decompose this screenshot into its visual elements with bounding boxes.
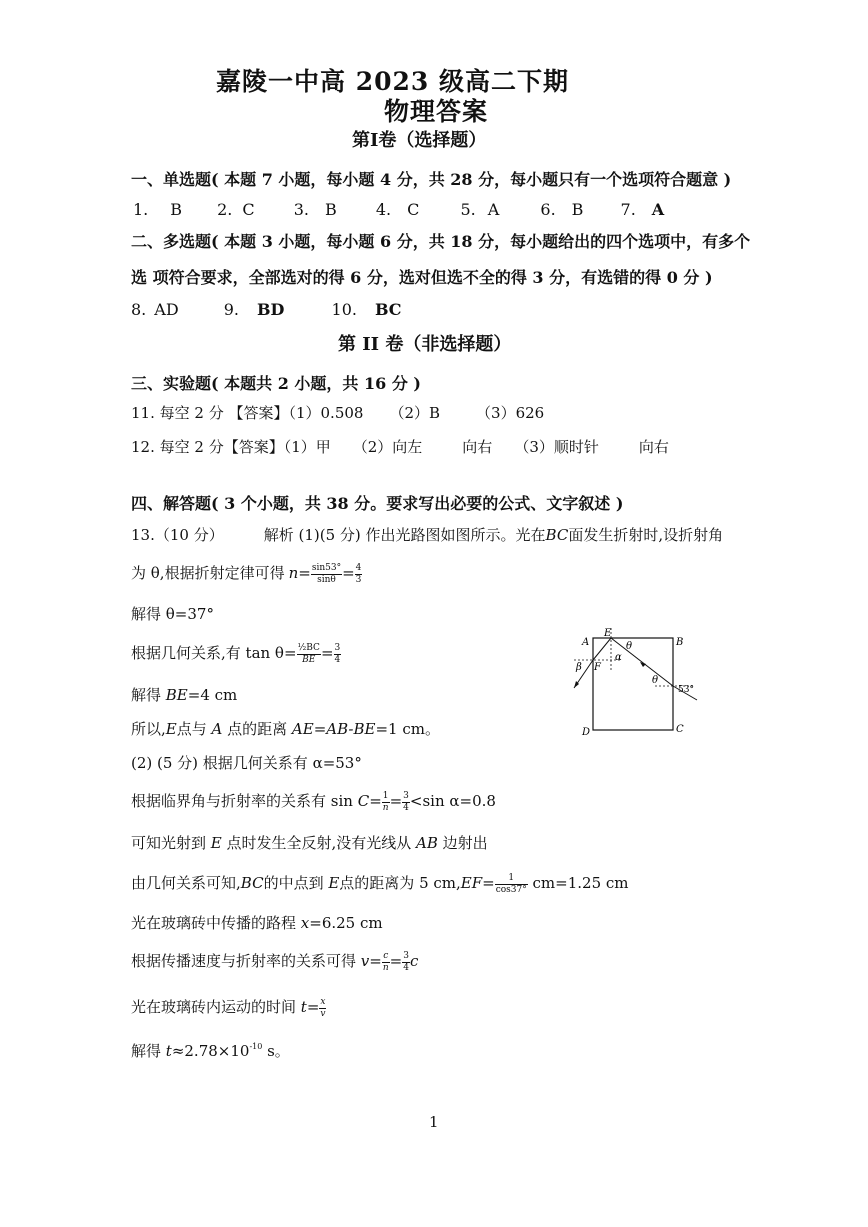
var-x: x: [300, 914, 310, 932]
text: s。: [262, 1042, 290, 1060]
text: 可知光射到: [131, 834, 211, 852]
label-53-degrees: 53°: [678, 685, 694, 695]
text: ≈2.78×10: [171, 1042, 250, 1060]
var-c: C: [357, 792, 370, 810]
numerator: 4: [355, 562, 362, 573]
answer-1-number: 1.: [133, 200, 149, 219]
q13-line-theta: 解得 θ=37°: [131, 605, 214, 623]
answer-8-number: 8.: [131, 300, 147, 319]
answer-6: B: [571, 200, 584, 219]
q13-line-be: [131, 684, 237, 705]
var-e: E: [210, 834, 222, 852]
answer-3: B: [325, 200, 337, 219]
text: 点的距离为 5 cm,: [339, 874, 461, 892]
text: 解得: [131, 1042, 166, 1060]
denominator: BE: [302, 654, 316, 665]
label-c: C: [676, 724, 684, 735]
q13-line-path: [131, 912, 383, 933]
text: =6.25 cm: [309, 914, 383, 932]
text: 由几何关系可知,: [131, 874, 241, 892]
fraction-3-4: [402, 951, 410, 974]
answer-7: A: [651, 200, 665, 219]
text: 边射出: [437, 834, 488, 852]
q12-part2: （2）向左: [352, 438, 423, 456]
denominator: 4: [403, 962, 409, 973]
q12-part4: （3）顺时针: [514, 438, 599, 456]
var-ef: EF: [460, 874, 483, 892]
document-subtitle: 物理答案: [384, 97, 489, 126]
section-solution-heading: 四、解答题( 3 个小题，共 38 分。要求写出必要的公式、文字叙述 ): [131, 494, 624, 513]
answer-4: C: [407, 200, 420, 219]
single-choice-answers: [133, 200, 664, 219]
q13-line-time: 光在玻璃砖内运动的时间 t= $\frac{x}{v}$: [131, 996, 326, 1019]
q13-number: 13.（10 分）: [131, 526, 224, 544]
answer-7-number: 7.: [620, 200, 636, 219]
var-e: E: [328, 874, 340, 892]
q11-answer: [131, 402, 544, 423]
fraction-4-3: [355, 563, 363, 586]
var-n: n: [288, 564, 299, 582]
answer-1: B: [170, 200, 183, 219]
label-beta: β: [576, 662, 582, 673]
q13-heading: [131, 524, 723, 545]
denominator: v: [320, 1008, 326, 1019]
text: cm=1.25 cm: [527, 874, 629, 892]
answer-2-number: 2.: [217, 200, 233, 219]
q12-part5: 向右: [638, 438, 669, 456]
section-single-choice-heading: 一、单选题( 本题 7 小题，每小题 4 分，共 28 分，每小题只有一个选项符合题意 ): [131, 170, 732, 189]
numerator: ½BC: [297, 642, 320, 653]
var-bc: BC: [240, 874, 264, 892]
ray-e-to-f: [593, 638, 611, 660]
answer-5: A: [487, 200, 500, 219]
text: 根据几何关系,有 tan θ=: [131, 644, 297, 662]
q13-line-ae: [131, 718, 440, 739]
numerator: c: [383, 950, 389, 961]
q12-part3: 向右: [462, 438, 493, 456]
q13-intro: 解析 (1)(5 分) 作出光路图如图所示。光在: [263, 526, 546, 544]
multi-choice-answers: [131, 300, 402, 319]
var-a: A: [211, 720, 223, 738]
q13-line-total-reflection: [131, 832, 488, 853]
answer-10: BC: [374, 300, 402, 319]
label-theta-top: θ: [626, 641, 633, 652]
q13-line-tan: 根据几何关系,有 tan θ= $\frac{\text{½BC}}{BE}$ = $\frac{3}{4}$: [131, 642, 341, 665]
text: 光在玻璃砖中传播的路程: [131, 914, 301, 932]
label-e: E: [604, 628, 612, 639]
text: 所以,: [131, 720, 166, 738]
exponent: -10: [249, 1042, 263, 1051]
denominator: 4: [403, 802, 409, 813]
q13-line-ef: 由几何关系可知,BC的中点到 E点的距离为 5 cm,EF= $\frac{1}{\cos 37^\circ}$ cm=1.25 cm: [131, 872, 629, 895]
var-t: t: [165, 1042, 172, 1060]
numerator: sin53°: [311, 562, 342, 573]
numerator: 3: [403, 790, 409, 801]
text: =1 cm。: [375, 720, 440, 738]
denominator: n: [382, 802, 389, 813]
answer-9-number: 9.: [223, 300, 240, 319]
text: 点时发生全反射,没有光线从: [221, 834, 417, 852]
denominator: n: [382, 962, 389, 973]
var-c: c: [409, 952, 419, 970]
answer-8: AD: [154, 300, 179, 319]
q13-part2-line: (2) (5 分) 根据几何关系有 α=53°: [131, 754, 362, 772]
denominator: cos37°: [495, 884, 527, 895]
denominator: 3: [355, 574, 362, 585]
fraction-1-n: [382, 791, 390, 814]
text: 的中点到: [263, 874, 329, 892]
q12-part1: 12. 每空 2 分【答案】（1）甲: [131, 438, 331, 456]
q13-line-result: [131, 1040, 290, 1061]
answer-6-number: 6.: [540, 200, 556, 219]
text: 根据临界角与折射率的关系有 sin: [131, 792, 358, 810]
fraction-half-bc-be: [297, 643, 321, 666]
answer-2: C: [242, 200, 255, 219]
text: 根据传播速度与折射率的关系可得: [131, 952, 361, 970]
denominator: 4: [334, 654, 341, 665]
section-multi-choice-heading-line2: 选 项符合要求，全部选对的得 6 分，选对但选不全的得 3 分，有选错的得 0 分 ): [131, 268, 713, 287]
label-theta-bc: θ: [652, 675, 659, 686]
q11-part3: （3）626: [476, 404, 545, 422]
q13-bc: BC: [545, 526, 569, 544]
fraction-x-v: [319, 997, 326, 1020]
answer-3-number: 3.: [293, 200, 309, 219]
document-title: 嘉陵一中高 2023 级高二下期: [216, 67, 569, 96]
text: 点的距离: [222, 720, 292, 738]
var-v: v: [360, 952, 370, 970]
volume-2-heading: 第 II 卷（非选择题）: [338, 334, 512, 355]
numerator: x: [320, 996, 326, 1007]
q11-part2: （2）B: [389, 404, 441, 422]
var-ae: AE=AB-BE: [291, 720, 376, 738]
label-a: A: [582, 637, 590, 648]
q13-intro-end: 面发生折射时,设折射角: [568, 526, 724, 544]
text: <sin α=0.8: [409, 792, 496, 810]
q13-line-snell: 为 θ,根据折射定律可得 n= $\frac{\sin 53^\circ}{\sin\theta}$ = $\frac{4}{3}$: [131, 562, 362, 585]
label-d: D: [582, 727, 591, 738]
q12-answer: [131, 436, 669, 457]
text: 光在玻璃砖内运动的时间: [131, 998, 301, 1016]
light-path-diagram: [560, 620, 710, 745]
q11-part1: 11. 每空 2 分 【答案】（1）0.508: [131, 404, 364, 422]
var-ab: AB: [416, 834, 438, 852]
numerator: 3: [403, 950, 409, 961]
var-e: E: [165, 720, 177, 738]
fraction-1-cos37: [495, 873, 528, 896]
q13-line-speed: 根据传播速度与折射率的关系可得 v= $\frac{c}{n}$ = $\frac{3}{4}$ c: [131, 950, 419, 973]
glass-brick-outline: [593, 638, 673, 730]
answer-4-number: 4.: [375, 200, 392, 219]
text: 点与: [176, 720, 212, 738]
page-number: 1: [429, 1113, 439, 1131]
q13-line-critical: 根据临界角与折射率的关系有 sin C= $\frac{1}{n}$ = $\frac{3}{4}$ <sin α=0.8: [131, 790, 496, 813]
answer-10-number: 10.: [331, 300, 357, 319]
fraction-3-4: [334, 643, 342, 666]
fraction-3-4: [402, 791, 410, 814]
section-multi-choice-heading-line1: 二、多选题( 本题 3 小题，每小题 6 分，共 18 分，每小题给出的四个选项中，有多个: [131, 232, 751, 251]
var-be: BE: [165, 686, 188, 704]
label-f: F: [594, 662, 601, 673]
answer-5-number: 5.: [460, 200, 476, 219]
answer-9: BD: [257, 300, 285, 319]
denominator: sinθ: [317, 574, 336, 585]
text: =4 cm: [187, 686, 238, 704]
label-alpha: α: [615, 652, 622, 663]
numerator: 1: [382, 790, 389, 801]
numerator: 1: [495, 873, 528, 885]
text: 为 θ,根据折射定律可得: [131, 564, 285, 582]
volume-1-heading: 第Ⅰ卷（选择题）: [352, 130, 487, 151]
section-experiment-heading: 三、实验题( 本题共 2 小题，共 16 分 ): [131, 374, 421, 393]
var-t: t: [300, 998, 307, 1016]
label-b: B: [676, 637, 684, 648]
numerator: 3: [334, 642, 341, 653]
fraction-c-n: [382, 951, 390, 974]
text: 解得: [131, 686, 166, 704]
fraction-sin53-sin-theta: [311, 563, 342, 586]
